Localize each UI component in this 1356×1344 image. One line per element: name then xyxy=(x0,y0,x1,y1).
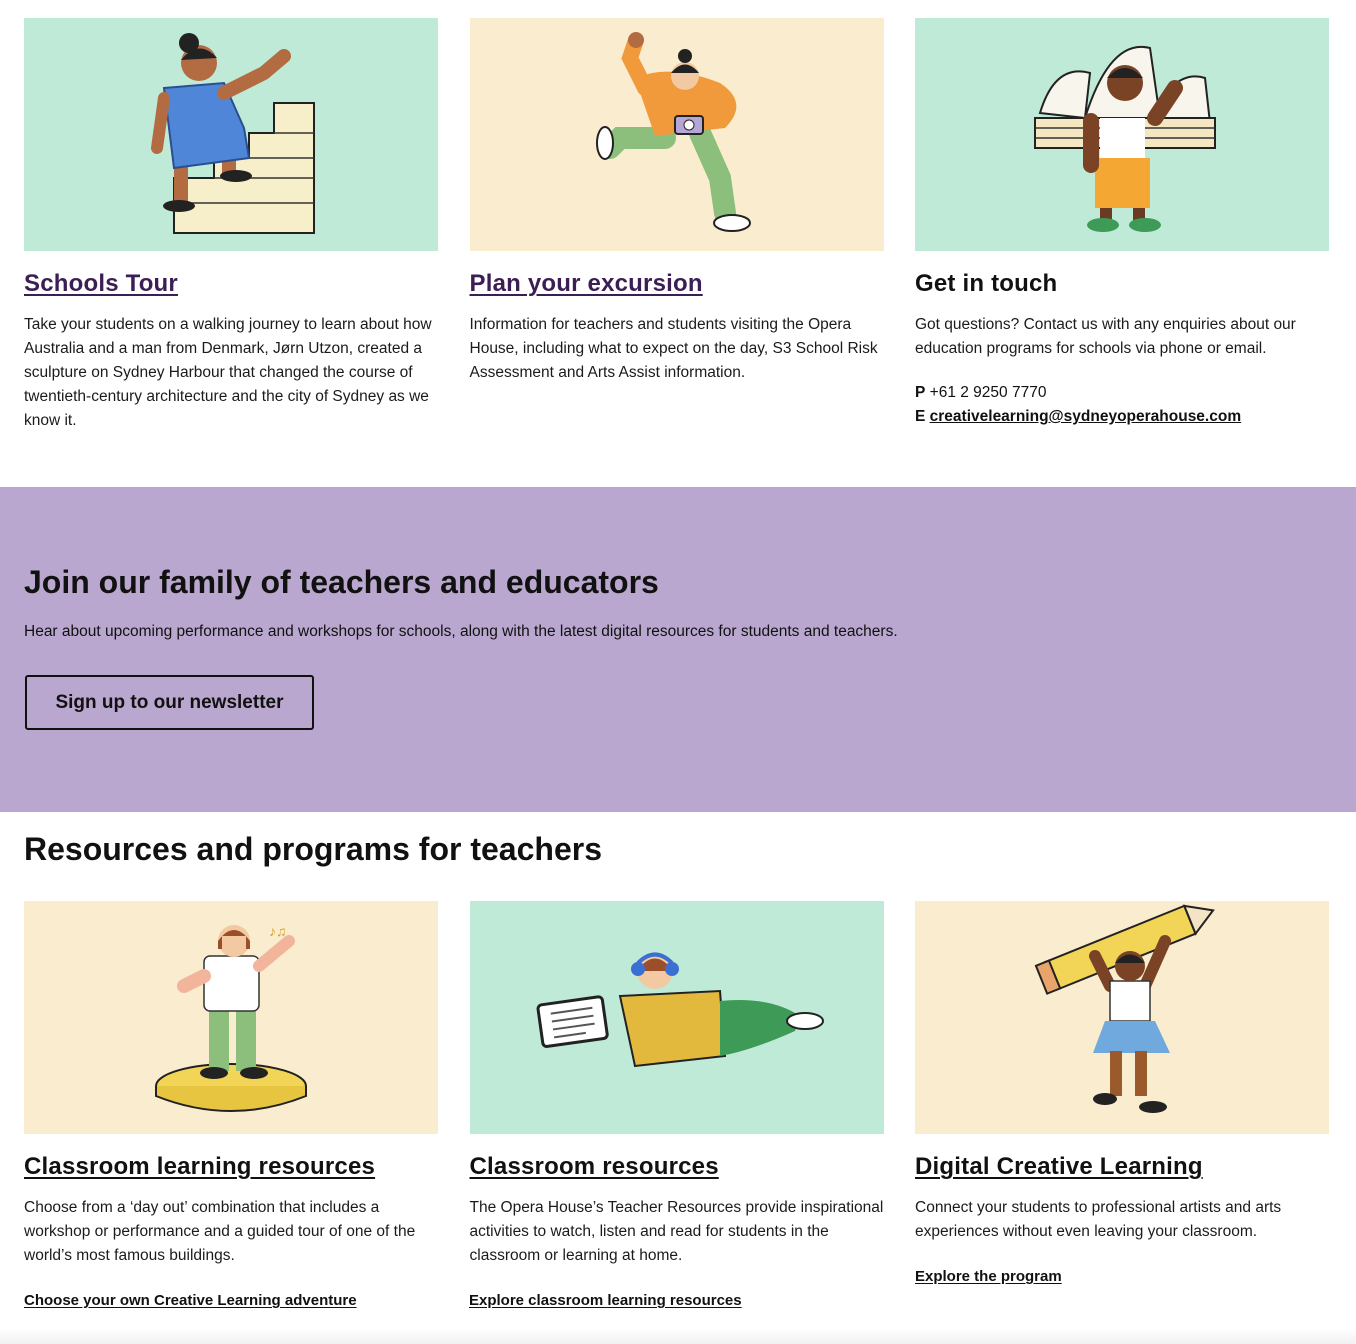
email-link[interactable]: creativelearning@sydneyoperahouse.com xyxy=(929,408,1242,425)
singer-on-coin-illustration-art xyxy=(24,901,438,1134)
plan-excursion-link[interactable]: Plan your excursion xyxy=(469,270,703,297)
student-with-camera-illustration-art xyxy=(470,18,884,251)
child-holding-opera-house-illustration-art xyxy=(915,18,1329,251)
card-description: The Opera House’s Teacher Resources provide inspirational activities to watch, listen and read for students in the classroom or learning at home. xyxy=(469,1199,884,1264)
student-flying-with-tablet-illustration[interactable] xyxy=(470,901,884,1134)
explore-program-link[interactable]: Explore the program xyxy=(915,1268,1062,1285)
card-description: Take your students on a walking journey to learn about how Australia and a man from Denmark, Jørn Utzon, created a sculpture on Sydney Harbour that changed the course of twentieth-century architecture and the city of Sydney as we know it. xyxy=(24,316,432,429)
classroom-learning-resources-link[interactable]: Classroom learning resources xyxy=(24,1153,376,1180)
card-get-in-touch xyxy=(915,18,1329,433)
page-bottom-edge xyxy=(0,1328,1356,1344)
card-description: Choose from a ‘day out’ combination that includes a workshop or performance and a guided tour of one of the world’s most famous buildings. xyxy=(24,1199,416,1264)
resources-heading: Resources and programs for teachers xyxy=(24,831,602,867)
svg-text:♪♫: ♪♫ xyxy=(269,923,287,939)
student-flying-with-tablet-illustration-art xyxy=(470,901,884,1134)
contact-details xyxy=(915,381,1329,429)
girl-climbing-stairs-illustration-art xyxy=(24,18,438,251)
singer-on-coin-illustration[interactable] xyxy=(24,901,438,1134)
choose-adventure-link[interactable]: Choose your own Creative Learning adventure xyxy=(24,1292,357,1309)
schools-tour-link[interactable]: Schools Tour xyxy=(24,270,178,297)
card-title xyxy=(24,1152,438,1182)
card-classroom-learning-resources xyxy=(24,901,438,1268)
newsletter-heading: Join our family of teachers and educators xyxy=(24,564,659,600)
child-holding-opera-house-illustration xyxy=(915,18,1329,251)
email-line xyxy=(915,405,1329,429)
email-label: E xyxy=(915,408,926,425)
newsletter-signup-button[interactable]: Sign up to our newsletter xyxy=(25,675,314,730)
explore-classroom-resources-link[interactable]: Explore classroom learning resources xyxy=(469,1292,742,1309)
card-description: Information for teachers and students visiting the Opera House, including what to expect on the day, S3 School Risk Assessment and Arts Assist information. xyxy=(469,316,878,381)
card-title xyxy=(915,1152,1329,1182)
digital-creative-learning-link[interactable]: Digital Creative Learning xyxy=(915,1153,1203,1180)
phone-line xyxy=(915,381,1329,405)
resources-cards-row xyxy=(24,901,1329,1268)
card-schools-tour xyxy=(24,18,438,433)
girl-with-giant-pencil-illustration-art xyxy=(915,901,1329,1134)
card-description: Got questions? Contact us with any enquiries about our education programs for schools via phone or email. xyxy=(915,316,1296,357)
girl-climbing-stairs-illustration[interactable] xyxy=(24,18,438,251)
card-digital-creative-learning xyxy=(915,901,1329,1268)
phone-number[interactable]: +61 2 9250 7770 xyxy=(929,384,1047,401)
card-plan-excursion xyxy=(470,18,884,433)
card-classroom-resources xyxy=(470,901,884,1268)
classroom-resources-link[interactable]: Classroom resources xyxy=(469,1153,719,1180)
student-with-camera-illustration[interactable] xyxy=(470,18,884,251)
phone-label: P xyxy=(915,384,926,401)
card-title: Get in touch xyxy=(915,270,1058,297)
card-title xyxy=(470,269,884,299)
girl-with-giant-pencil-illustration[interactable] xyxy=(915,901,1329,1134)
card-title xyxy=(470,1152,884,1182)
newsletter-section xyxy=(0,487,1356,812)
card-title xyxy=(24,269,438,299)
newsletter-description: Hear about upcoming performance and workshops for schools, along with the latest digital resources for students and teachers. xyxy=(24,623,898,640)
top-cards-row xyxy=(24,18,1329,433)
card-description: Connect your students to professional artists and arts experiences without even leaving your classroom. xyxy=(915,1199,1282,1240)
